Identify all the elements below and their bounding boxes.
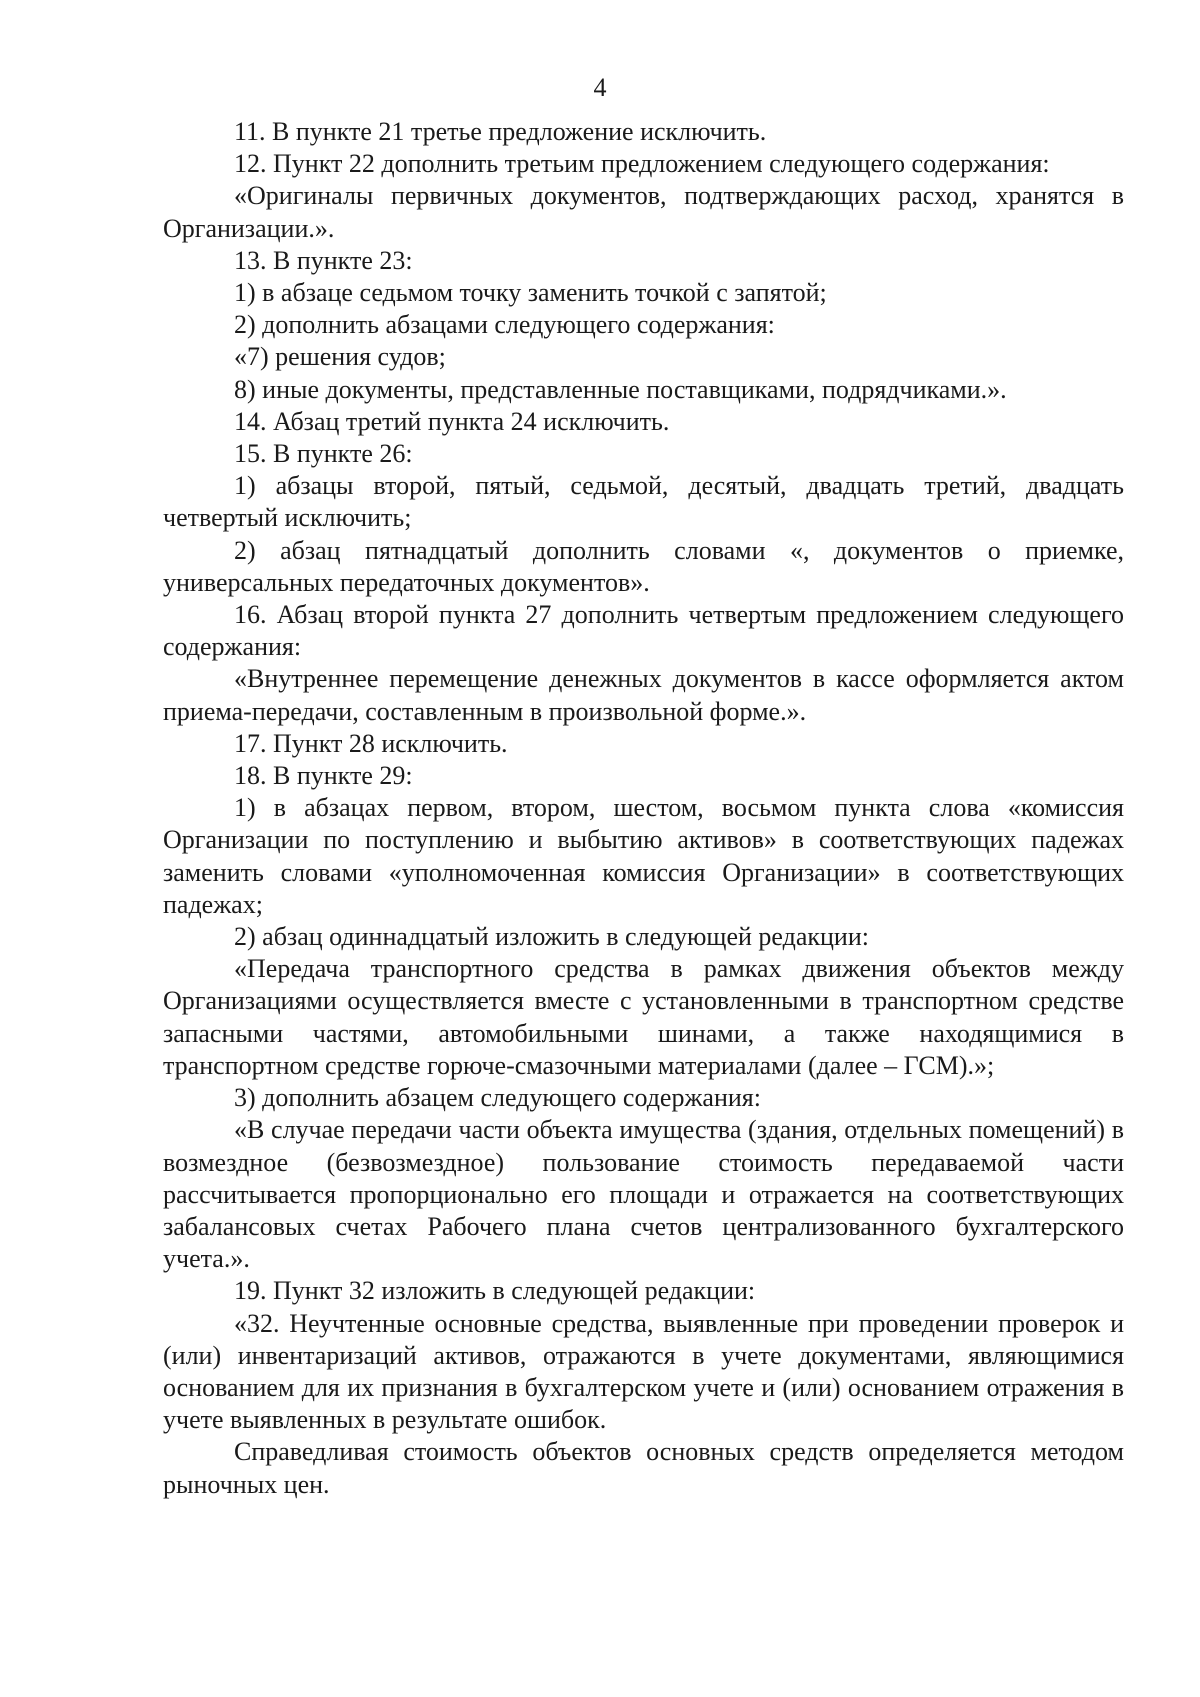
paragraph-quote-internal-transfer: «Внутреннее перемещение денежных документов в кассе оформляется актом приема-передачи, составленным в произвольной форме.». xyxy=(163,664,1124,726)
paragraph-item-13: 13. В пункте 23: xyxy=(234,245,413,275)
paragraph-item-18: 18. В пункте 29: xyxy=(234,761,413,791)
paragraph-quote-item-32: «32. Неучтенные основные средства, выявленные при проведении проверок и (или) инвентаризаций активов, отражаются в учете документами, являющимися основанием для их признания в бухгалтерском учете и (или) основанием отражения в учете выявленных в результате ошибок. xyxy=(163,1308,1124,1435)
paragraph-item-15-2: 2) абзац пятнадцатый дополнить словами «, документов о приемке, универсальных передаточных документов». xyxy=(163,535,1124,597)
document-body xyxy=(163,116,1124,1501)
page-number: 4 xyxy=(593,73,607,102)
paragraph-item-18-3: 3) дополнить абзацем следующего содержания: xyxy=(234,1083,761,1113)
paragraph-quote-partial-transfer: «В случае передачи части объекта имущества (здания, отдельных помещений) в возмездное (безвозмездное) пользование стоимость передаваемой части рассчитывается пропорционально его площади и отражается на соответствующих забалансовых счетах Рабочего плана счетов централизованного бухгалтерского учета.». xyxy=(163,1115,1124,1274)
paragraph-other-documents: 8) иные документы, представленные поставщиками, подрядчиками.». xyxy=(234,374,1007,404)
paragraph-item-18-2: 2) абзац одиннадцатый изложить в следующей редакции: xyxy=(234,922,869,952)
paragraph-item-15: 15. В пункте 26: xyxy=(234,439,413,469)
paragraph-item-13-2: 2) дополнить абзацами следующего содержания: xyxy=(234,310,775,340)
paragraph-item-13-1: 1) в абзаце седьмом точку заменить точкой с запятой; xyxy=(234,278,827,308)
paragraph-item-11: 11. В пункте 21 третье предложение исключить. xyxy=(234,117,767,146)
paragraph-quote-vehicle-transfer: «Передача транспортного средства в рамках движения объектов между Организациями осуществляется вместе с установленными в транспортном средстве запасными частями, автомобильными шинами, а также находящимися в транспортном средстве горюче-смазочными материалами (далее – ГСМ).»; xyxy=(163,954,1124,1080)
paragraph-item-14: 14. Абзац третий пункта 24 исключить. xyxy=(234,406,670,436)
paragraph-item-17: 17. Пункт 28 исключить. xyxy=(234,728,508,758)
paragraph-item-12: 12. Пункт 22 дополнить третьим предложением следующего содержания: xyxy=(234,149,1050,179)
paragraph-quote-court-decisions: «7) решения судов; xyxy=(234,342,446,372)
paragraph-item-16: 16. Абзац второй пункта 27 дополнить четвертым предложением следующего содержания: xyxy=(163,600,1124,662)
paragraph-item-19: 19. Пункт 32 изложить в следующей редакции: xyxy=(234,1276,756,1306)
paragraph-item-15-1: 1) абзацы второй, пятый, седьмой, десятый, двадцать третий, двадцать четвертый исключить; xyxy=(163,471,1124,533)
paragraph-fair-value: Справедливая стоимость объектов основных средств определяется методом рыночных цен. xyxy=(163,1437,1124,1499)
paragraph-quote-originals: «Оригиналы первичных документов, подтверждающих расход, хранятся в Организации.». xyxy=(163,181,1124,243)
paragraph-item-18-1: 1) в абзацах первом, втором, шестом, восьмом пункта слова «комиссия Организации по поступлению и выбытию активов» в соответствующих падежах заменить словами «уполномоченная комиссия Организации» в соответствующих падежах; xyxy=(163,793,1124,919)
